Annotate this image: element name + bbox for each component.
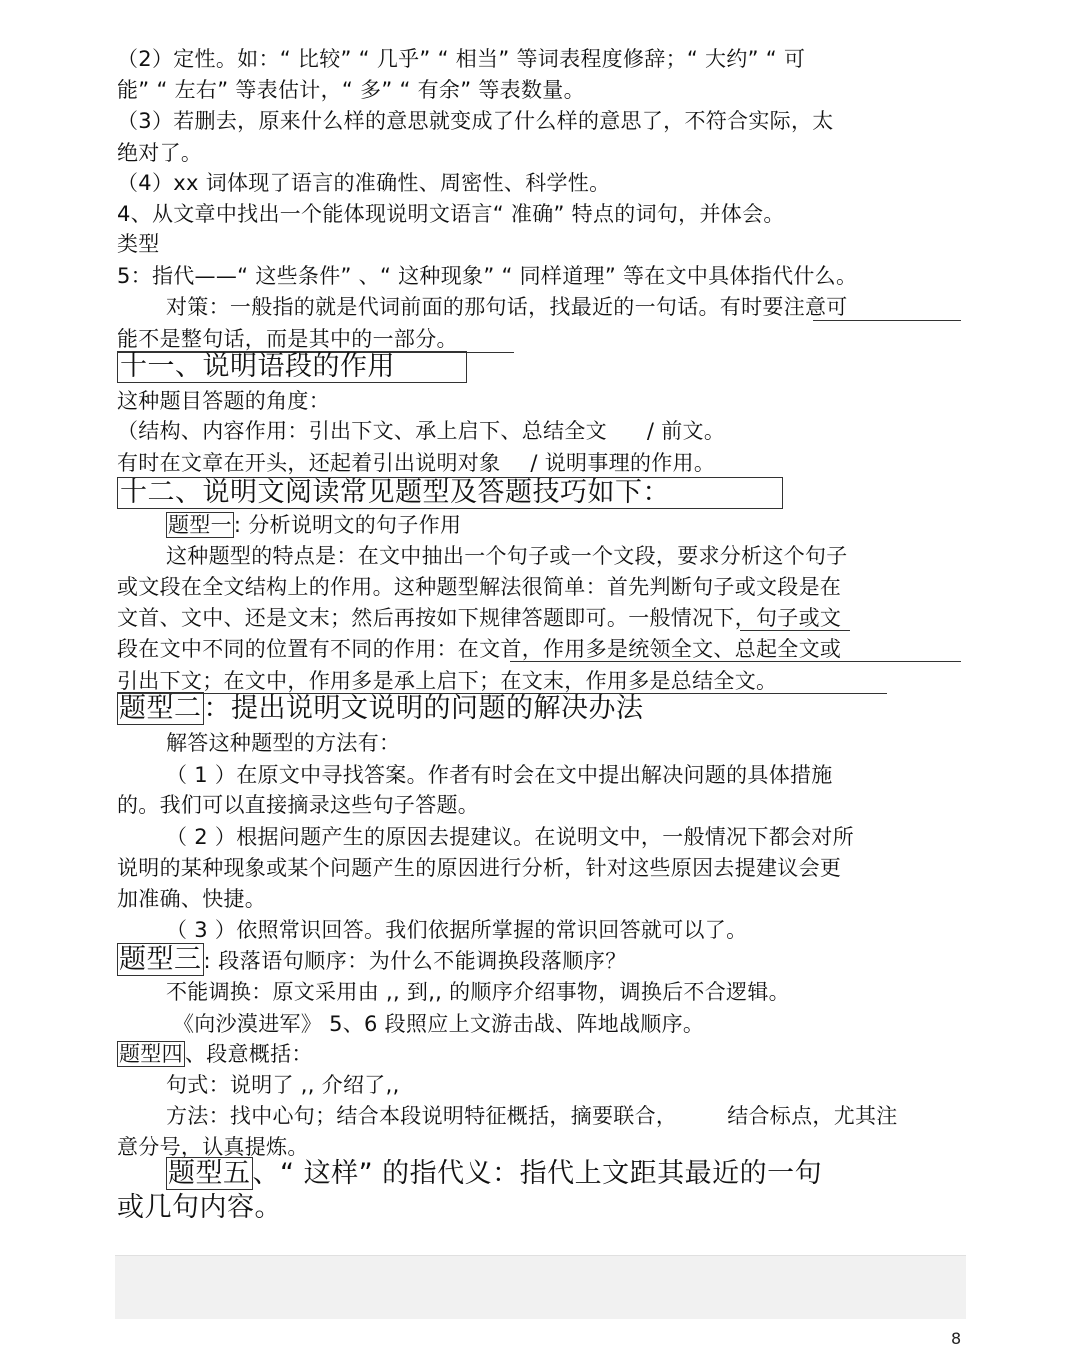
- text-line: 能不是整句话，而是其中的一部分。: [117, 327, 458, 351]
- text-line: 对策：一般指的就是代词前面的那句话，找最近的一句话。有时要注意可: [166, 295, 848, 319]
- text-line: [117, 448, 715, 478]
- type-title: : 分析说明文的句子作用: [233, 513, 462, 537]
- text-line: 文首、文中、还是文末；然后再按如下规律答题即可。一般情况下，句子或文: [117, 606, 842, 630]
- page-number: 8: [951, 1329, 962, 1348]
- underline-rule: [510, 661, 961, 662]
- footer-bar: [115, 1255, 966, 1319]
- text-segment: 方法：找中心句；结合本段说明特征概括，摘要联合，: [166, 1104, 678, 1128]
- text-line: 解答这种题型的方法有：: [166, 731, 401, 755]
- type4-header: [117, 1039, 313, 1069]
- text-line: 或几句内容。: [117, 1192, 282, 1223]
- text-line: 或文段在全文结构上的作用。这种题型解法很简单：首先判断句子或文段是在: [117, 575, 842, 599]
- underline-rule: [813, 320, 961, 321]
- type-title: 、段意概括：: [184, 1042, 313, 1066]
- text-line: [117, 416, 725, 446]
- text-line: 引出下文；在文中，作用多是承上启下；在文末，作用多是总结全文。: [117, 669, 778, 693]
- section-heading-text: 十二、说明文阅读常见题型及答题技巧如下：: [117, 477, 783, 509]
- text-line: 段在文中不同的位置有不同的作用：在文首，作用多是统领全文、总起全文或: [117, 637, 842, 661]
- text-line: 4、从文章中找出一个能体现说明文语言“ 准确” 特点的词句，并体会。: [117, 202, 785, 226]
- text-line: 意分号，认真提炼。: [117, 1135, 309, 1159]
- text-line: 5：指代——“ 这些条件” 、“ 这种现象” “ 同样道理” 等在文中具体指代什么。: [117, 264, 858, 288]
- text-line: 说明的某种现象或某个问题产生的原因进行分析，针对这些原因去提建议会更: [117, 856, 842, 880]
- text-line: 《向沙漠进军》 5、6 段照应上文游击战、阵地战顺序。: [173, 1012, 705, 1036]
- text-line: 加准确、快捷。: [117, 887, 267, 911]
- text-line: （ 2 ）根据问题产生的原因去提建议。在说明文中，一般情况下都会对所: [166, 825, 854, 849]
- text-segment: 结合标点，尤其注: [727, 1104, 898, 1128]
- type-title: : 段落语句顺序：为什么不能调换段落顺序？: [203, 949, 627, 973]
- text-line: 不能调换：原文采用由 ,, 到,, 的顺序介绍事物，调换后不合逻辑。: [166, 980, 790, 1004]
- text-line: 能” “ 左右” 等表估计，“ 多” “ 有余” 等表数量。: [117, 78, 585, 102]
- section-heading-11: [117, 350, 467, 384]
- section-heading-text: 十一、说明语段的作用: [117, 351, 467, 383]
- text-line: 绝对了。: [117, 141, 203, 165]
- type1-header: [166, 510, 461, 540]
- text-line: （ 3 ）依照常识回答。我们依据所掌握的常识回答就可以了。: [166, 918, 748, 942]
- text-line: [166, 1101, 898, 1131]
- text-line: （ 1 ）在原文中寻找答案。作者有时会在文中提出解决问题的具体措施: [166, 763, 833, 787]
- underline-rule: [740, 630, 850, 631]
- type-label-box: 题型三: [119, 944, 202, 975]
- text-segment: 有时在文章在开头，还起着引出说明对象: [117, 451, 501, 475]
- text-line: 这种题目答题的角度：: [117, 389, 330, 413]
- section-heading-12: [117, 476, 783, 510]
- text-line: （2）定性。如：“ 比较” “ 几乎” “ 相当” 等词表程度修辞；“ 大约” “ 可: [117, 47, 806, 71]
- type-label-box: 题型一: [168, 513, 232, 537]
- type-title: 、“ 这样” 的指代义：指代上文距其最近的一句: [252, 1158, 823, 1189]
- type-label-box: 题型五: [168, 1158, 251, 1189]
- text-line: 类型: [117, 232, 160, 256]
- text-line: 的。我们可以直接摘录这些句子答题。: [117, 793, 480, 817]
- text-line: 这种题型的特点是：在文中抽出一个句子或一个文段，要求分析这个句子: [166, 544, 848, 568]
- type-title: ：提出说明文说明的问题的解决办法: [203, 693, 644, 724]
- text-line: （3）若删去，原来什么样的意思就变成了什么样的意思了，不符合实际，太: [117, 109, 834, 133]
- text-line: 句式：说明了 ,, 介绍了,,: [166, 1073, 400, 1097]
- text-segment: （结构、内容作用：引出下文、承上启下、总结全文: [117, 419, 607, 443]
- type3-header: [117, 943, 627, 978]
- type-label-box: 题型四: [119, 1042, 183, 1066]
- type5-header: [166, 1157, 822, 1191]
- text-line: （4）xx 词体现了语言的准确性、周密性、科学性。: [117, 171, 611, 195]
- type2-header: [117, 692, 644, 726]
- text-segment: / 前文。: [646, 419, 726, 443]
- text-segment: / 说明事理的作用。: [530, 451, 716, 475]
- type-label-box: 题型二: [119, 693, 202, 724]
